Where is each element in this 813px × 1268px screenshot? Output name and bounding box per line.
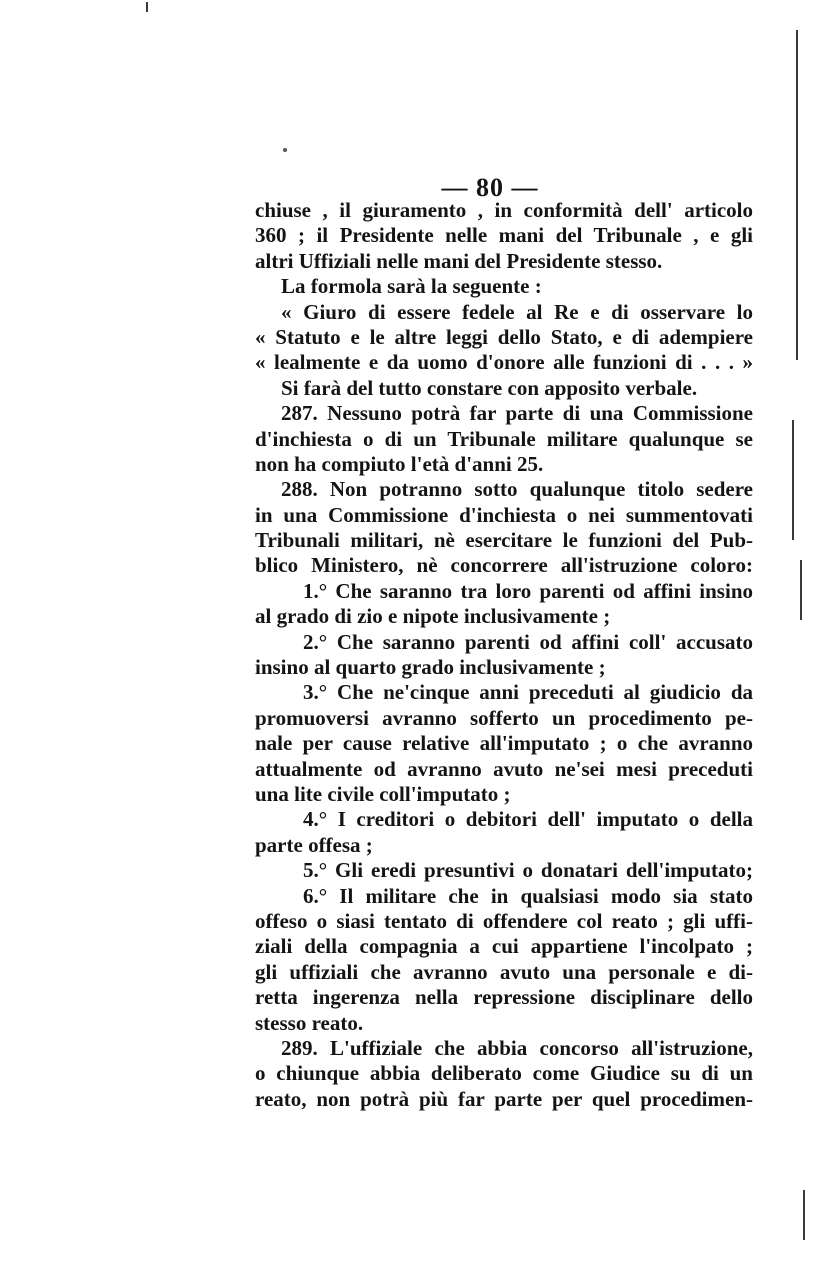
text-line: in una Commissione d'inchiesta o nei summentovati bbox=[255, 502, 753, 527]
list-item-1: 1.° Che saranno tra loro parenti od affini insino bbox=[303, 578, 753, 603]
text-line: non ha compiuto l'età d'anni 25. bbox=[255, 451, 544, 476]
quote-line: « lealmente e da uomo d'onore alle funzioni di . . . » bbox=[255, 350, 753, 375]
text-line: reato, non potrà più far parte per quel procedimen- bbox=[255, 1086, 753, 1111]
text-line: La formola sarà la seguente : bbox=[281, 274, 542, 299]
text-line: promuoversi avranno sofferto un procedimento pe- bbox=[255, 705, 753, 730]
text-line: insino al quarto grado inclusivamente ; bbox=[255, 655, 606, 680]
list-item-5: 5.° Gli eredi presuntivi o donatari dell'imputato; bbox=[303, 858, 753, 883]
text-line: d'inchiesta o di un Tribunale militare qualunque se bbox=[255, 426, 753, 451]
text-line: offeso o siasi tentato di offendere col reato ; gli uffi- bbox=[255, 908, 753, 933]
text-line: chiuse , il giuramento , in conformità dell' articolo bbox=[255, 198, 753, 222]
text-line: Tribunali militari, nè esercitare le funzioni del Pub- bbox=[255, 528, 753, 553]
text-line: altri Uffiziali nelle mani del Presidente stesso. bbox=[255, 248, 663, 273]
text-line: stesso reato. bbox=[255, 1010, 364, 1035]
text-line: gli uffiziali che avranno avuto una personale e di- bbox=[255, 959, 753, 984]
scan-edge-line-bottom bbox=[803, 1190, 805, 1240]
list-item-6: 6.° Il militare che in qualsiasi modo sia stato bbox=[303, 883, 753, 908]
text-line: parte offesa ; bbox=[255, 832, 373, 857]
text-line: o chiunque abbia deliberato come Giudice su di un bbox=[255, 1061, 753, 1086]
text-line: nale per cause relative all'imputato ; o che avranno bbox=[255, 731, 753, 756]
quote-line: « Statuto e le altre leggi dello Stato, e di adempiere bbox=[255, 324, 753, 349]
scan-speck bbox=[283, 148, 287, 152]
text-line: ziali della compagnia a cui appartiene l'incolpato ; bbox=[255, 934, 753, 959]
scan-mark bbox=[146, 2, 148, 12]
text-line: retta ingerenza nella repressione disciplinare dello bbox=[255, 985, 753, 1010]
list-item-2: 2.° Che saranno parenti od affini coll' accusato bbox=[303, 629, 753, 654]
article-287-heading: 287. Nessuno potrà far parte di una Commissione bbox=[281, 401, 753, 426]
page-number: — 80 — bbox=[441, 173, 539, 202]
quote-line: « Giuro di essere fedele al Re e di osservare lo bbox=[281, 299, 753, 324]
body-text bbox=[255, 198, 753, 1112]
text-line: blico Ministero, nè concorrere all'istruzione coloro: bbox=[255, 553, 753, 578]
article-288-heading: 288. Non potranno sotto qualunque titolo sedere bbox=[281, 477, 753, 502]
list-item-3: 3.° Che ne'cinque anni preceduti al giudicio da bbox=[303, 680, 753, 705]
text-line: 360 ; il Presidente nelle mani del Tribunale , e gli bbox=[255, 223, 753, 248]
text-line: al grado di zio e nipote inclusivamente ; bbox=[255, 604, 611, 629]
text-line: una lite civile coll'imputato ; bbox=[255, 781, 511, 806]
scan-edge-line-mid bbox=[792, 420, 794, 540]
scan-edge-line-low bbox=[800, 560, 802, 620]
list-item-4: 4.° I creditori o debitori dell' imputato o della bbox=[303, 807, 753, 832]
text-line: attualmente od avranno avuto ne'sei mesi preceduti bbox=[255, 756, 753, 781]
article-289-heading: 289. L'uffiziale che abbia concorso all'istruzione, bbox=[281, 1035, 753, 1060]
text-line: Si farà del tutto constare con apposito verbale. bbox=[281, 375, 698, 400]
